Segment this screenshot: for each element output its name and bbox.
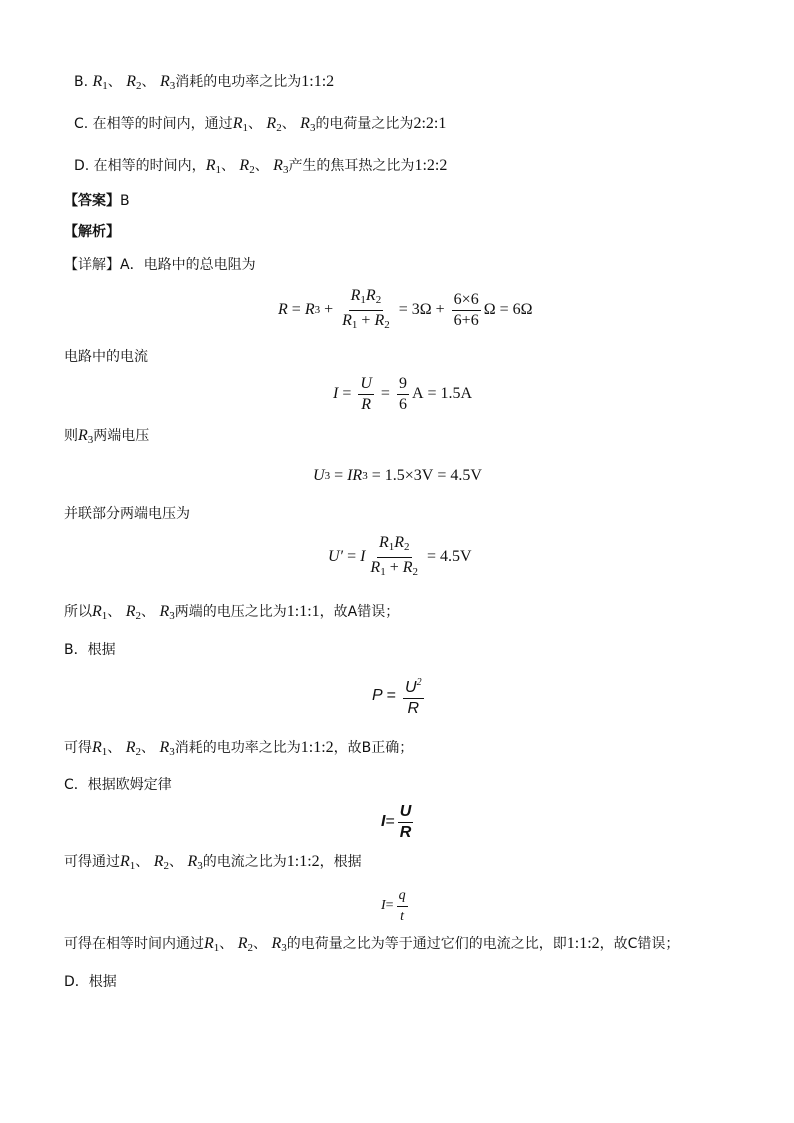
c-basis-text: C．根据欧姆定律	[64, 777, 172, 793]
power-ratio-conclusion: 可得$R_1$、 $R_2$、 $R_3$消耗的电功率之比为1:1:2，故B正确；	[64, 739, 414, 758]
fraction-numeric: $\frac{6\times 6}{6+6}$	[453, 290, 479, 329]
analysis-label: 【解析】	[64, 224, 120, 240]
detail-intro: 【详解】A．电路中的总电阻为	[64, 257, 256, 273]
equation-u3: U 3 = I R 3 = 1.5×3V = 4.5V	[313, 467, 482, 484]
answer-line	[64, 191, 130, 211]
equation-parallel-voltage: U′ = I $\frac{R_1R_2}{R_1 + R_2}$ = 4.5V	[328, 533, 472, 578]
answer-label: 【答案】	[64, 193, 120, 209]
current-text: 电路中的电流	[64, 349, 148, 365]
b-basis-text: B．根据	[64, 642, 116, 658]
d-basis-text: D．根据	[64, 974, 117, 990]
charge-ratio-conclusion: 可得在相等时间内通过$R_1$、 $R_2$、 $R_3$的电荷量之比为等于通过它们的电流之比，即1:1:2，故C错误；	[64, 935, 680, 954]
equation-total-resistance: R = R 3 + $\frac{R_1R_2}{R_1 + R_2}$ = 3Ω + $\frac{6\times 6}{6+6}$ Ω = 6Ω	[278, 288, 533, 332]
equation-current: I = $\frac{U}{R}$ = $\frac{9}{6}$ A = 1.5A	[333, 374, 473, 413]
equation-ohms-law: I = $\frac{U}{R}$	[381, 802, 412, 841]
parallel-text: 并联部分两端电压为	[64, 506, 190, 522]
equation-charge: I = $\frac{q}{t}$	[381, 887, 406, 924]
equation-power: P = $\frac{U^2}{R}$	[372, 674, 427, 718]
answer-value: B	[120, 193, 130, 209]
option-c: C. 在相等的时间内，通过$R_1$、 $R_2$、 $R_3$的电荷量之比为2:2:1	[74, 115, 447, 134]
option-b: B. $R_1$、 $R_2$、 $R_3$消耗的电功率之比为1:1:2	[74, 73, 335, 92]
voltage-ratio-conclusion: 所以$R_1$、 $R_2$、 $R_3$两端的电压之比为1:1:1，故A错误；	[64, 603, 400, 622]
current-ratio-conclusion: 可得通过$R_1$、 $R_2$、 $R_3$的电流之比为1:1:2，根据	[64, 853, 362, 872]
option-d: D. 在相等的时间内，$R_1$、 $R_2$、 $R_3$产生的焦耳热之比为1:2:2	[74, 157, 448, 176]
r3-voltage-text: 则$R_3$两端电压	[64, 427, 150, 446]
fraction-parallel: $\frac{R_1R_2}{R_1 + R_2}$	[342, 286, 390, 331]
